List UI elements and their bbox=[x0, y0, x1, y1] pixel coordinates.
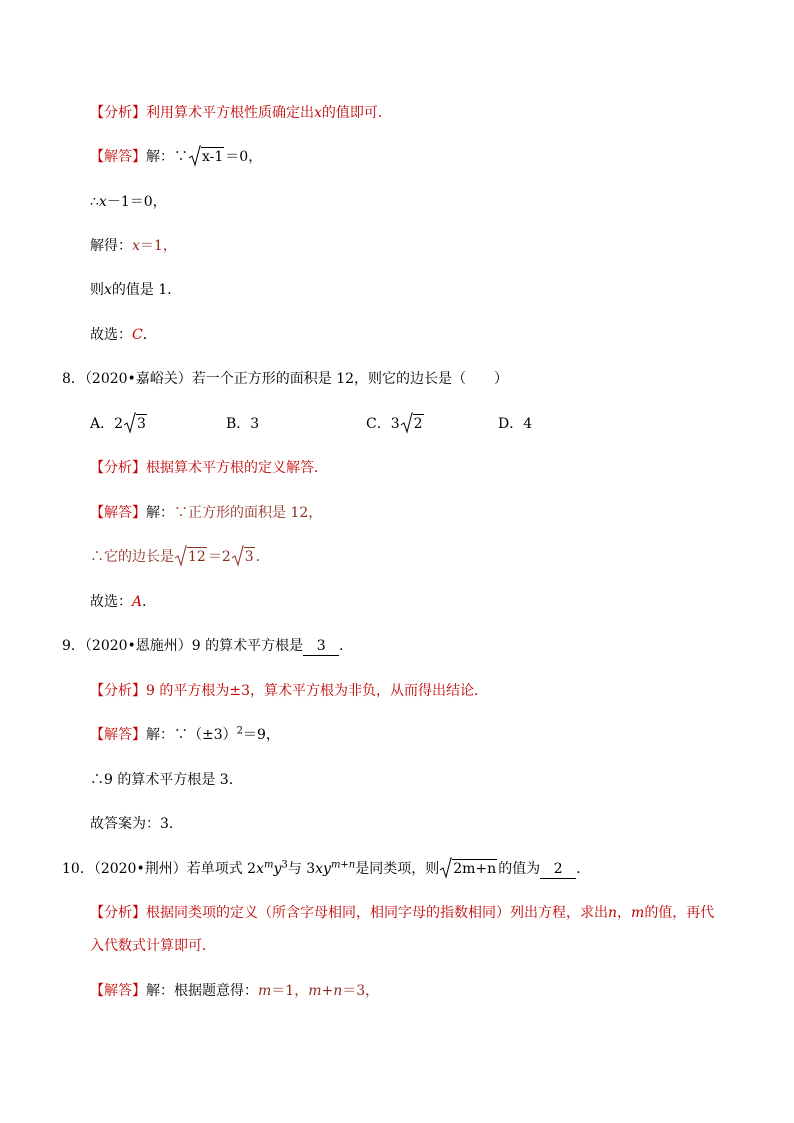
answer-line-q9: 【解答】解：$\because(\pm 3)^2=9$， bbox=[90, 725, 280, 743]
option-b[interactable]: B．3 bbox=[226, 416, 260, 432]
analysis-line-q10-cont: 入代数式计算即可． bbox=[90, 938, 216, 954]
option-a[interactable]: A．2 3 bbox=[90, 414, 148, 434]
analysis-line-q8: 【分析】根据算术平方根的定义解答． bbox=[90, 460, 328, 476]
question-9-stem: 9．（2020•恩施州）9 的算术平方根是 3 ． bbox=[62, 638, 354, 654]
choice-line-q8: 故选：A． bbox=[90, 594, 157, 610]
answer-line: 【解答】解：∵ x-1 ＝0， bbox=[90, 147, 262, 167]
value-line: 则x的值是 1． bbox=[90, 282, 182, 298]
answer-tag: 【解答】 bbox=[90, 149, 146, 165]
answer-blank: 3 bbox=[303, 637, 339, 656]
analysis-line: 【分析】利用算术平方根性质确定出x的值即可． bbox=[90, 105, 392, 121]
question-10-stem: 10．（2020•荆州）若单项式 $2x^my^3$与 $3xy^{m+n}$是同类项，则 2m+n 的值为 2 ． bbox=[62, 859, 591, 877]
answer-blank: 2 bbox=[540, 860, 576, 879]
step-line-q9: ∴9 的算术平方根是 3． bbox=[90, 772, 243, 788]
choice-line: 故选：C． bbox=[90, 327, 157, 343]
step-line: ∴x－1＝0， bbox=[90, 194, 167, 210]
analysis-line-q10: 【分析】根据同类项的定义（所含字母相同，相同字母的指数相同）列出方程，求出n，m的值，再代 bbox=[90, 905, 715, 921]
answer-line-q10: 【解答】解：根据题意得：m＝1，m+n＝3， bbox=[90, 983, 380, 999]
sqrt-expression: x-1 bbox=[189, 147, 224, 167]
solve-line: 解得：x＝1， bbox=[90, 238, 177, 254]
option-c[interactable]: C．3 2 bbox=[366, 414, 425, 434]
question-8-stem: 8．（2020•嘉峪关）若一个正方形的面积是 12，则它的边长是（ ） bbox=[62, 371, 509, 387]
analysis-tag: 【分析】 bbox=[90, 105, 146, 121]
option-d[interactable]: D．4 bbox=[498, 416, 533, 432]
analysis-line-q9: 【分析】9 的平方根为±3，算术平方根为非负，从而得出结论． bbox=[90, 683, 488, 699]
result-line-q9: 故答案为：3． bbox=[90, 816, 183, 832]
question-8-options bbox=[90, 414, 690, 436]
step-line-q8: ∴它的边长是 12 ＝2 3 ． bbox=[90, 547, 270, 567]
answer-line-q8: 【解答】解：∵正方形的面积是 12， bbox=[90, 505, 323, 521]
